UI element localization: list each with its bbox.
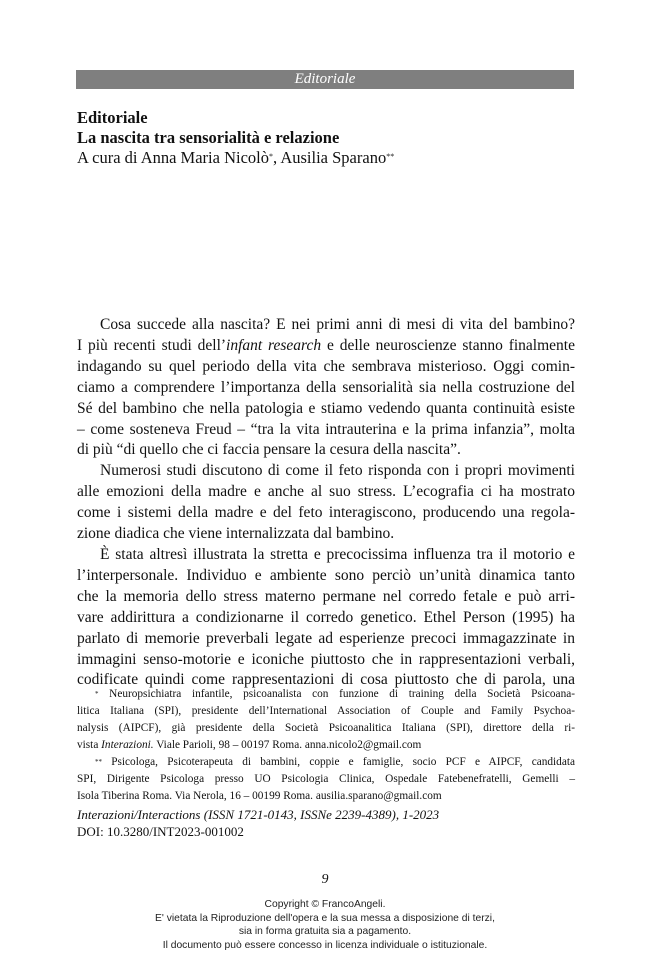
footnote-line: ** Psicologa, Psicoterapeuta di bambini, coppie e famiglie, socio PCF e AIPCF, candidata: [95, 756, 575, 768]
footnote-marker: **: [95, 758, 102, 766]
body-line: I più recenti studi dell’infant research e delle neuroscienze stanno finalmente: [77, 336, 575, 354]
footnote-marker: *: [95, 690, 99, 698]
footnote-line: nalysis (AIPCF), già presidente della Società Psicoanalitica Italiana (SPI), direttore della ri-: [77, 722, 575, 734]
footnote-line: vista Interazioni. Viale Parioli, 98 – 00197 Roma. anna.nicolo2@gmail.com: [77, 739, 422, 751]
footnotes: [77, 686, 575, 805]
authors-prefix: A cura di Anna Maria Nicolò: [77, 148, 269, 167]
body-line: di più “di quello che ci faccia pensare la cesura della nascita”.: [77, 441, 461, 459]
article-authors: [77, 148, 575, 168]
citation: [77, 806, 575, 840]
page-number: 9: [321, 872, 329, 887]
footnote-line: SPI, Dirigente Psicologa presso UO Psicologia Clinica, Ospedale Fatebenefratelli, Gemelli –: [77, 773, 575, 785]
body-line: indagando su quel periodo della vita che sembrava misterioso. Oggi comin-: [77, 357, 575, 375]
body-line: È stata altresì illustrata la stretta e precocissima influenza tra il motorio e: [100, 545, 575, 563]
copyright-line: E' vietata la Riproduzione dell'opera e la sua messa a disposizione di terzi,: [155, 912, 495, 924]
body-line: l’interpersonale. Individuo e ambiente sono perciò un’unità dinamica tanto: [77, 566, 575, 584]
article-header: [77, 108, 575, 168]
body-line: che la memoria dello stress materno permane nel corredo fetale e può arri-: [77, 587, 575, 605]
body-line: vare addirittura a condizionarne il corredo genetico. Ethel Person (1995) ha: [77, 608, 575, 626]
section-banner: Editoriale: [76, 70, 574, 89]
body-line: Sé del bambino che nella patologia e stiamo vedendo quanta continuità esiste: [77, 399, 575, 417]
journal-info: Interazioni/Interactions (ISSN 1721-0143, ISSNe 2239-4389), 1-2023: [77, 807, 440, 822]
copyright-line: sia in forma gratuita sia a pagamento.: [238, 926, 412, 937]
body-line: – come sosteneva Freud – “tra la vita intrauterina e la prima infanzia”, molta: [77, 420, 575, 438]
body-line: alle emozioni della madre e anche al suo stress. L’ecografia ci ha mostrato: [77, 483, 575, 501]
footnote-line: Isola Tiberina Roma. Via Nerola, 16 – 00199 Roma. ausilia.sparano@gmail.com: [77, 790, 442, 802]
body-line: Numerosi studi discutono di come il feto risponda con i propri movimenti: [100, 462, 575, 480]
copyright-notice: [0, 898, 650, 952]
body-line: parlato di memorie preverbali legate ad esperienze precoci immagazzinate in: [77, 629, 575, 647]
body-line: immagini senso-motorie e iconiche piuttosto che in rappresentazioni verbali,: [77, 650, 575, 668]
footnote-mark-2: **: [386, 152, 395, 161]
article-body: [77, 315, 575, 691]
body-line: codificate quindi come rappresentazioni di cosa piuttosto che di parola, una: [77, 671, 575, 689]
body-line: come i sistemi della madre e del feto interagiscono, producendo una regola-: [77, 504, 575, 522]
article-title: La nascita tra sensorialità e relazione: [77, 128, 340, 147]
footnote-mark-1: *: [269, 152, 273, 161]
footnote-line: litica Italiana (SPI), presidente dell’International Association of Couple and Family Psychoa-: [77, 705, 575, 717]
footnote-line: * Neuropsichiatra infantile, psicoanalista con funzione di training della Società Psicoana-: [95, 688, 575, 700]
doi: DOI: 10.3280/INT2023-001002: [77, 824, 244, 839]
section-label: Editoriale: [77, 108, 148, 127]
body-line: ciamo a comprendere l’importanza della sensorialità sia nella costruzione del: [77, 378, 575, 396]
body-line: zione diadica che viene internalizzata dal bambino.: [77, 525, 395, 543]
authors-second: , Ausilia Sparano: [273, 148, 387, 167]
copyright-line: Il documento può essere concesso in licenza individuale o istituzionale.: [162, 939, 488, 951]
copyright-line: Copyright © FrancoAngeli.: [264, 899, 386, 910]
body-line: Cosa succede alla nascita? E nei primi anni di mesi di vita del bambino?: [100, 316, 575, 333]
